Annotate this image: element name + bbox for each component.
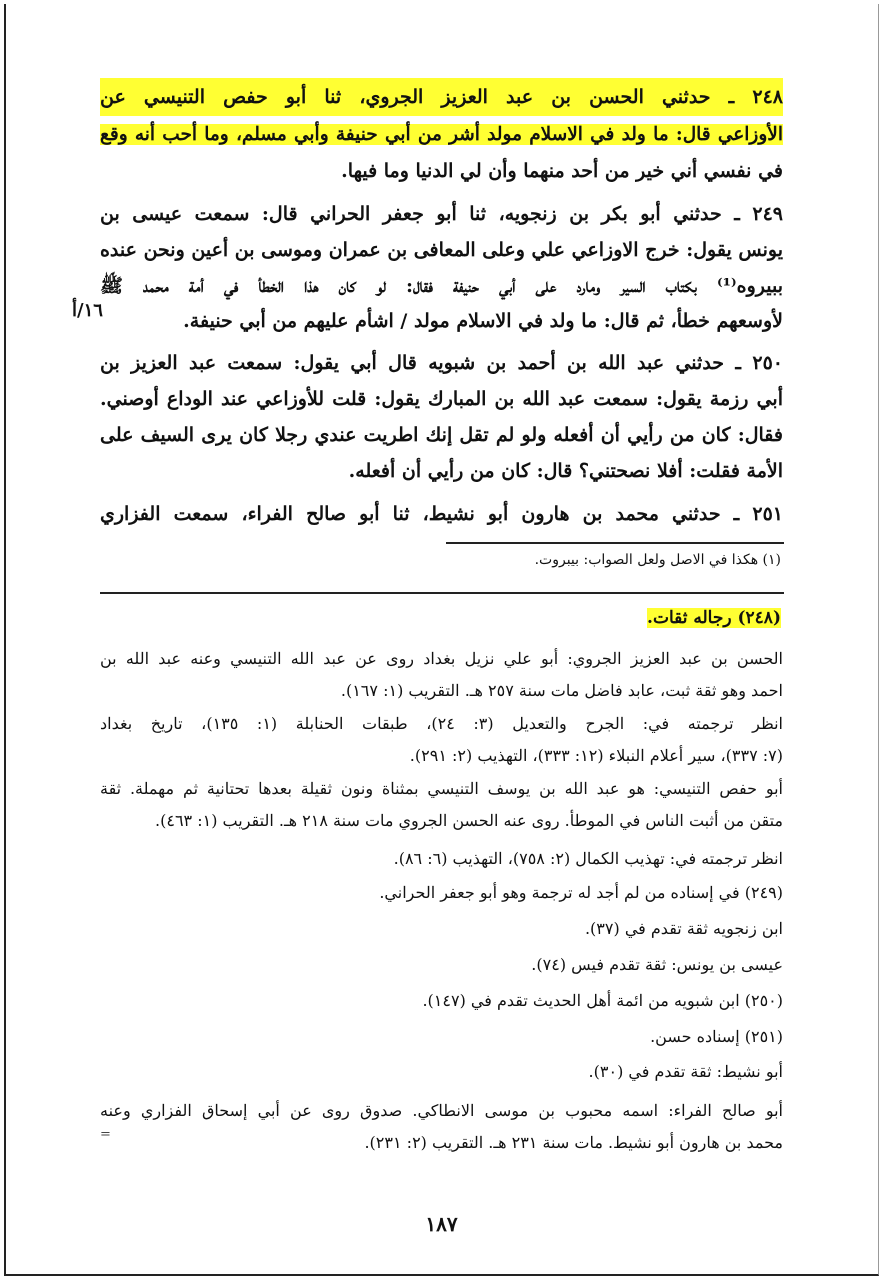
highlighted-heading: (٢٤٨) رجاله ثقات. [647, 608, 781, 628]
notes-line-12: (٢٥١) إسناده حسن. [650, 1027, 783, 1046]
notes-line-13: أبو نشيط: ثقة تقدم في (٣٠). [588, 1062, 783, 1081]
notes-line-6: متقن من أثبت الناس في الموطأ. روى عنه الحسن الجروي مات سنة ٢١٨ هـ. التقريب (١: ٤٦٣). [155, 811, 783, 830]
main-line-8: ٢٥٠ ـ حدثني عبد الله بن أحمد بن شبويه قال أبي يقول: سمعت عبد العزيز بن [100, 352, 783, 374]
highlighted-text: الأوزاعي قال: ما ولد في الاسلام مولد أشر من أبي حنيفة وأبي مسلم، وما أحب أنه وقع [100, 124, 783, 145]
notes-line-3: انظر ترجمته في: الجرح والتعديل (٣: ٢٤)، طبقات الحنابلة (١: ١٣٥)، تاريخ بغداد [100, 714, 783, 733]
notes-line-2: احمد وهو ثقة ثبت، عابد فاضل مات سنة ٢٥٧ هـ. التقريب (١: ١٦٧). [340, 681, 783, 700]
notes-separator [100, 592, 784, 594]
notes-line-9: ابن زنجويه ثقة تقدم في (٣٧). [584, 919, 783, 938]
main-line-5: يونس يقول: خرج الاوزاعي علي وعلى المعافى بن عمران وموسى بن أعين ونحن عنده [100, 239, 783, 261]
notes-line-15: محمد بن هارون أبو نشيط. مات سنة ٢٣١ هـ. التقريب (٢: ٢٣١). [364, 1133, 783, 1152]
main-line-11: الأمة فقلت: أفلا نصحتني؟ قال: كان من رأيي أن أفعله. [348, 460, 783, 482]
main-line-12: ٢٥١ ـ حدثني محمد بن هارون أبو نشيط، ثنا أبو صالح الفراء، سمعت الفزاري [100, 503, 783, 525]
footnote: (١) هكذا في الاصل ولعل الصواب: بيبروت. [534, 552, 781, 568]
notes-section-heading [647, 608, 781, 628]
main-line-6: ببيروه⁽¹⁾ بكتاب السير ومارد على أبي حنيفة فقال: لو كان هذا الخطأ في أمة محمد ﷺ [100, 275, 783, 297]
footnote-separator [446, 542, 784, 544]
main-line-9: أبي رزمة يقول: سمعت عبد الله بن المبارك يقول: قلت للأوزاعي عند الوداع أوصني. [100, 388, 783, 410]
notes-line-5: أبو حفص التنيسي: هو عبد الله بن يوسف التنيسي بمثناة ونون ثقيلة بعدها تحتانية ثم مهملة. ثقة [100, 779, 783, 798]
notes-line-1: الحسن بن عبد العزيز الجروي: أبو علي نزيل بغداد روى عن عبد الله التنيسي وعنه عبد الله بن [100, 649, 783, 668]
notes-line-11: (٢٥٠) ابن شبويه من ائمة أهل الحديث تقدم في (١٤٧). [422, 991, 783, 1010]
notes-line-7: انظر ترجمته في: تهذيب الكمال (٢: ٧٥٨)، التهذيب (٦: ٨٦). [393, 849, 783, 868]
main-line-3: في نفسي أني خير من أحد منهما وأن لي الدنيا وما فيها. [341, 160, 783, 182]
stray-mark: = [100, 1127, 110, 1142]
main-line-1: ٢٤٨ ـ حدثني الحسن بن عبد العزيز الجروي، ثنا أبو حفص التنيسي عن [100, 78, 783, 116]
main-line-4: ٢٤٩ ـ حدثني أبو بكر بن زنجويه، ثنا أبو جعفر الحراني قال: سمعت عيسى بن [100, 203, 783, 225]
page-number: ١٨٧ [425, 1212, 458, 1236]
main-line-7: لأوسعهم خطأ، ثم قال: ما ولد في الاسلام مولد / اشأم عليهم من أبي حنيفة. [183, 310, 783, 332]
main-line-10: فقال: كان من رأيي أن أفعله ولو لم تقل إنك اطريت عندي رجلا كان يرى السيف على [100, 424, 783, 446]
margin-folio-note: ١٦/أ [72, 300, 103, 321]
notes-line-8: (٢٤٩) في إسناده من لم أجد له ترجمة وهو أبو جعفر الحراني. [379, 883, 783, 902]
main-line-2 [100, 116, 783, 154]
notes-line-14: أبو صالح الفراء: اسمه محبوب بن موسى الانطاكي. صدوق روى عن أبي إسحاق الفزاري وعنه [100, 1101, 783, 1120]
notes-line-4: (٧: ٣٣٧)، سير أعلام النبلاء (١٢: ٣٣٣)، التهذيب (٢: ٢٩١). [409, 746, 783, 765]
notes-line-10: عيسى بن يونس: ثقة تقدم فيس (٧٤). [531, 955, 783, 974]
